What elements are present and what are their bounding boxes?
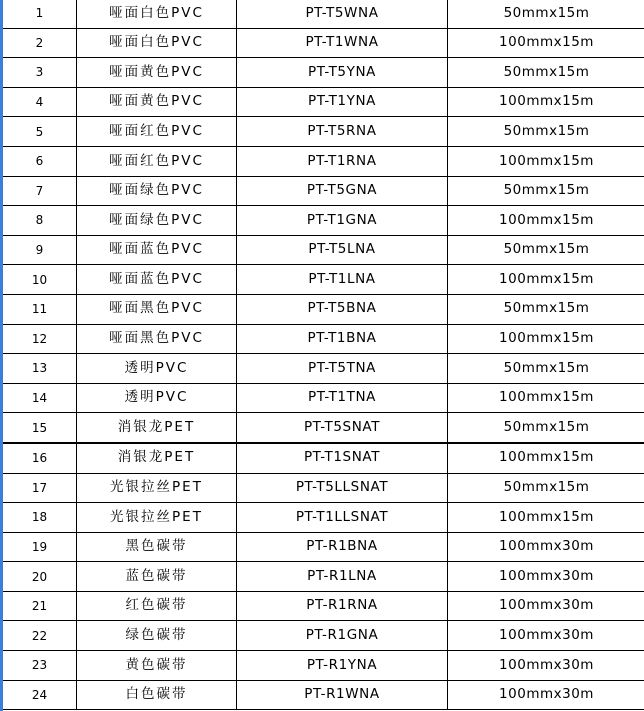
table-row	[3, 651, 644, 681]
material-name-cell: 绿色碳带	[77, 621, 237, 651]
material-name-cell: 黑色碳带	[77, 532, 237, 562]
material-name-cell: 红色碳带	[77, 591, 237, 621]
model-number-cell: PT-T1TNA	[237, 383, 448, 413]
table-row	[3, 0, 644, 28]
table-row	[3, 532, 644, 562]
row-number-cell: 24	[3, 680, 77, 710]
product-table-body	[3, 0, 644, 710]
size-cell: 100mmx15m	[448, 503, 644, 533]
model-number-cell: PT-T5GNA	[237, 176, 448, 206]
model-number-cell: PT-T1BNA	[237, 324, 448, 354]
model-number-cell: PT-R1YNA	[237, 651, 448, 681]
size-cell: 100mmx30m	[448, 680, 644, 710]
material-name-cell: 哑面白色PVC	[77, 0, 237, 28]
model-number-cell: PT-T5TNA	[237, 354, 448, 384]
row-number-cell: 14	[3, 383, 77, 413]
table-row	[3, 591, 644, 621]
model-number-cell: PT-R1LNA	[237, 562, 448, 592]
row-number-cell: 20	[3, 562, 77, 592]
table-row	[3, 383, 644, 413]
material-name-cell: 消银龙PET	[77, 443, 237, 473]
row-number-cell: 15	[3, 413, 77, 443]
table-row	[3, 443, 644, 473]
model-number-cell: PT-T5BNA	[237, 294, 448, 324]
size-cell: 100mmx15m	[448, 324, 644, 354]
model-number-cell: PT-T1LNA	[237, 265, 448, 295]
table-row	[3, 28, 644, 58]
size-cell: 50mmx15m	[448, 58, 644, 88]
table-row	[3, 58, 644, 88]
table-row	[3, 176, 644, 206]
table-row	[3, 413, 644, 443]
table-row	[3, 354, 644, 384]
model-number-cell: PT-T1LLSNAT	[237, 503, 448, 533]
size-cell: 50mmx15m	[448, 117, 644, 147]
row-number-cell: 22	[3, 621, 77, 651]
product-table	[3, 0, 644, 710]
model-number-cell: PT-R1GNA	[237, 621, 448, 651]
material-name-cell: 哑面黑色PVC	[77, 294, 237, 324]
table-row	[3, 621, 644, 651]
model-number-cell: PT-T1SNAT	[237, 443, 448, 473]
table-row	[3, 503, 644, 533]
row-number-cell: 18	[3, 503, 77, 533]
table-row	[3, 680, 644, 710]
row-number-cell: 17	[3, 473, 77, 503]
size-cell: 100mmx15m	[448, 87, 644, 117]
table-row	[3, 117, 644, 147]
material-name-cell: 透明PVC	[77, 383, 237, 413]
table-row	[3, 87, 644, 117]
model-number-cell: PT-T5YNA	[237, 58, 448, 88]
row-number-cell: 23	[3, 651, 77, 681]
size-cell: 100mmx30m	[448, 562, 644, 592]
material-name-cell: 哑面白色PVC	[77, 28, 237, 58]
model-number-cell: PT-T5LLSNAT	[237, 473, 448, 503]
table-row	[3, 294, 644, 324]
size-cell: 100mmx30m	[448, 532, 644, 562]
size-cell: 100mmx15m	[448, 383, 644, 413]
size-cell: 50mmx15m	[448, 0, 644, 28]
size-cell: 100mmx30m	[448, 591, 644, 621]
size-cell: 50mmx15m	[448, 176, 644, 206]
material-name-cell: 蓝色碳带	[77, 562, 237, 592]
model-number-cell: PT-T1WNA	[237, 28, 448, 58]
row-number-cell: 4	[3, 87, 77, 117]
size-cell: 50mmx15m	[448, 413, 644, 443]
table-row	[3, 235, 644, 265]
size-cell: 100mmx15m	[448, 146, 644, 176]
row-number-cell: 2	[3, 28, 77, 58]
model-number-cell: PT-T5LNA	[237, 235, 448, 265]
material-name-cell: 哑面绿色PVC	[77, 176, 237, 206]
material-name-cell: 消银龙PET	[77, 413, 237, 443]
material-name-cell: 透明PVC	[77, 354, 237, 384]
material-name-cell: 哑面黄色PVC	[77, 87, 237, 117]
size-cell: 100mmx15m	[448, 265, 644, 295]
table-row	[3, 562, 644, 592]
table-row	[3, 146, 644, 176]
size-cell: 100mmx15m	[448, 28, 644, 58]
material-name-cell: 白色碳带	[77, 680, 237, 710]
size-cell: 100mmx15m	[448, 206, 644, 236]
row-number-cell: 10	[3, 265, 77, 295]
material-name-cell: 哑面蓝色PVC	[77, 235, 237, 265]
row-number-cell: 13	[3, 354, 77, 384]
row-number-cell: 9	[3, 235, 77, 265]
material-name-cell: 哑面黑色PVC	[77, 324, 237, 354]
size-cell: 50mmx15m	[448, 294, 644, 324]
material-name-cell: 光银拉丝PET	[77, 503, 237, 533]
material-name-cell: 黄色碳带	[77, 651, 237, 681]
size-cell: 100mmx30m	[448, 651, 644, 681]
material-name-cell: 哑面蓝色PVC	[77, 265, 237, 295]
row-number-cell: 5	[3, 117, 77, 147]
row-number-cell: 1	[3, 0, 77, 28]
table-row	[3, 206, 644, 236]
row-number-cell: 19	[3, 532, 77, 562]
size-cell: 50mmx15m	[448, 354, 644, 384]
model-number-cell: PT-R1WNA	[237, 680, 448, 710]
table-row	[3, 324, 644, 354]
model-number-cell: PT-T5WNA	[237, 0, 448, 28]
row-number-cell: 3	[3, 58, 77, 88]
material-name-cell: 哑面红色PVC	[77, 117, 237, 147]
model-number-cell: PT-T1GNA	[237, 206, 448, 236]
table-row	[3, 265, 644, 295]
row-number-cell: 6	[3, 146, 77, 176]
size-cell: 100mmx15m	[448, 443, 644, 473]
row-number-cell: 7	[3, 176, 77, 206]
table-row	[3, 473, 644, 503]
size-cell: 50mmx15m	[448, 473, 644, 503]
material-name-cell: 光银拉丝PET	[77, 473, 237, 503]
row-number-cell: 8	[3, 206, 77, 236]
size-cell: 100mmx30m	[448, 621, 644, 651]
model-number-cell: PT-R1RNA	[237, 591, 448, 621]
size-cell: 50mmx15m	[448, 235, 644, 265]
material-name-cell: 哑面红色PVC	[77, 146, 237, 176]
material-name-cell: 哑面黄色PVC	[77, 58, 237, 88]
row-number-cell: 21	[3, 591, 77, 621]
model-number-cell: PT-R1BNA	[237, 532, 448, 562]
model-number-cell: PT-T1YNA	[237, 87, 448, 117]
model-number-cell: PT-T1RNA	[237, 146, 448, 176]
row-number-cell: 16	[3, 443, 77, 473]
model-number-cell: PT-T5RNA	[237, 117, 448, 147]
row-number-cell: 11	[3, 294, 77, 324]
model-number-cell: PT-T5SNAT	[237, 413, 448, 443]
material-name-cell: 哑面绿色PVC	[77, 206, 237, 236]
row-number-cell: 12	[3, 324, 77, 354]
